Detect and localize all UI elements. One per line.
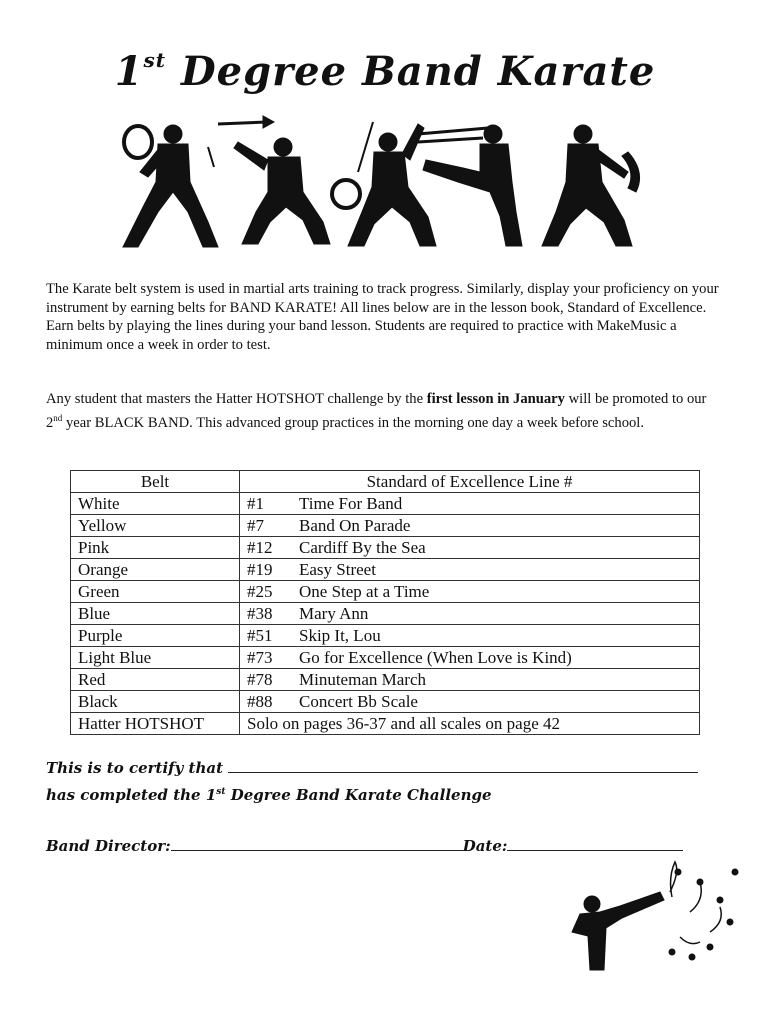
line-cell [240,581,700,603]
completion-line: has completed the 1st Degree Band Karate Challenge [46,786,492,804]
line-number: #1 [247,494,264,513]
karate-trumpet-player-silhouette [218,116,330,244]
belt-name-cell: White [71,493,240,515]
table-header-row [71,471,700,493]
director-signature-blank [171,836,463,851]
line-cell [240,493,700,515]
line-number: #51 [247,626,273,645]
line-cell [240,647,700,669]
student-name-blank [228,758,698,773]
line-number: #78 [247,670,273,689]
line-title: Mary Ann [299,604,369,623]
line-number: #25 [247,582,273,601]
line-title: Skip It, Lou [299,626,381,645]
line-title: Go for Excellence (When Love is Kind) [299,648,572,667]
table-row [71,713,700,735]
line-cell [240,559,700,581]
table-row [71,581,700,603]
belt-name-cell: Hatter HOTSHOT [71,713,240,735]
karate-musicians-illustration [118,112,658,252]
line-cell [240,603,700,625]
signature-line: Band Director: Date: [46,836,722,855]
line-title: Minuteman March [299,670,426,689]
line-title: Concert Bb Scale [299,692,418,711]
belt-name-cell: Light Blue [71,647,240,669]
line-number: #88 [247,692,273,711]
table-row [71,691,700,713]
line-title: One Step at a Time [299,582,430,601]
karate-tuba-player-silhouette [123,125,218,247]
line-number: #73 [247,648,273,667]
line-number: #38 [247,604,273,623]
table-row [71,625,700,647]
belt-name-cell: Black [71,691,240,713]
intro-paragraph: The Karate belt system is used in martial arts training to track progress. Similarly, display your proficiency on your instrument by earning belts for BAND KARATE! All lines below are in the lesson book, Standard of Excellence. Earn belts by playing the lines during your band lesson. Students are required to practice with MakeMusic a minimum once a week in order to test. [46,281,719,353]
table-row [71,603,700,625]
line-cell [240,537,700,559]
line-number: #12 [247,538,273,557]
table-row [71,647,700,669]
line-cell [240,515,700,537]
line-title: Time For Band [299,494,403,513]
line-number: #7 [247,516,264,535]
belt-name-cell: Yellow [71,515,240,537]
header-belt: Belt [71,471,240,493]
page-title: 1st Degree Band Karate [114,48,656,95]
line-cell [240,669,700,691]
belt-name-cell: Blue [71,603,240,625]
table-row [71,537,700,559]
line-number: #19 [247,560,273,579]
table-row [71,493,700,515]
line-cell [240,625,700,647]
hotshot-paragraph: Any student that masters the Hatter HOTSHOT challenge by the first lesson in January will be promoted to our 2nd year BLACK BAND. This advanced group practices in the morning one day a week before school. [46,391,707,431]
belt-name-cell: Purple [71,625,240,647]
belt-requirements-table [70,470,700,735]
belt-name-cell: Red [71,669,240,691]
line-title: Easy Street [299,560,376,579]
table-row [71,559,700,581]
date-blank [507,836,683,851]
table-row [71,515,700,537]
certify-line: This is to certify that [46,758,722,777]
line-cell [240,691,700,713]
karate-trombone-player-silhouette [418,125,522,246]
table-row [71,669,700,691]
belt-name-cell: Pink [71,537,240,559]
header-line: Standard of Excellence Line # [240,471,700,493]
line-title: Solo on pages 36-37 and all scales on page 42 [247,714,561,733]
line-title: Band On Parade [299,516,411,535]
line-title: Cardiff By the Sea [299,538,426,557]
karate-kick-music-notes-illustration [560,852,750,977]
karate-saxophone-player-silhouette [542,125,640,246]
belt-name-cell: Green [71,581,240,603]
belt-name-cell: Orange [71,559,240,581]
line-cell [240,713,700,735]
